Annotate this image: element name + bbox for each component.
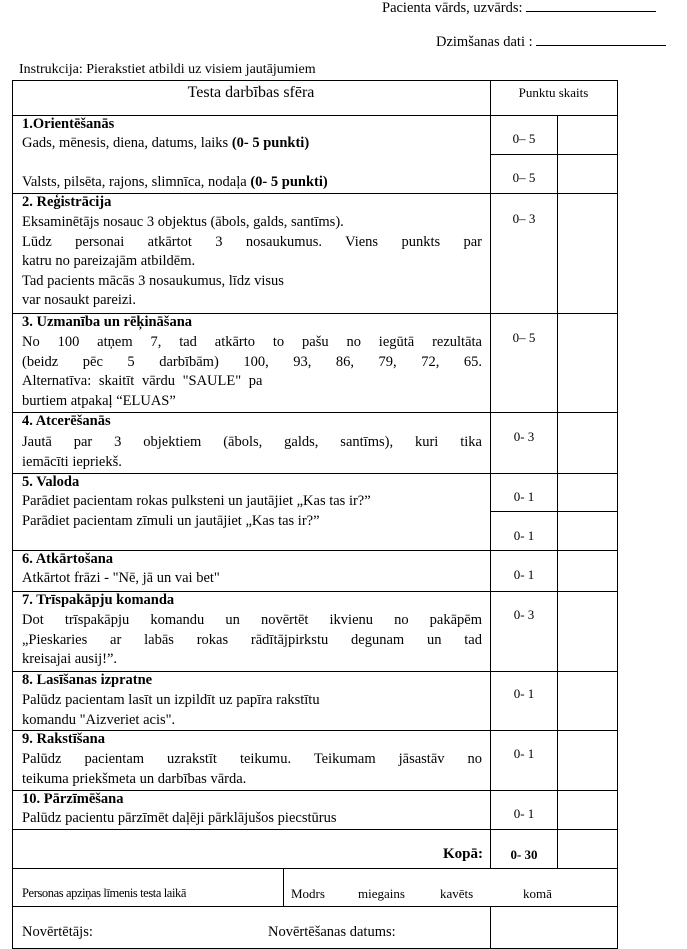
consciousness-option-coma[interactable]: komā — [523, 886, 552, 901]
section-5-title: 5. Valoda — [22, 474, 80, 490]
section-4-title: 4. Atcerēšanās — [22, 413, 111, 429]
section-8-text: Palūdz pacientam lasīt un izpildīt uz papīra rakstītu komandu "Aizveriet acis". — [22, 692, 320, 728]
section-1-line-2: Valsts, pilsēta, rajons, slimnīca, nodaļa (0- 5 punkti) — [22, 174, 328, 190]
section-9-points: 0- 1 — [513, 746, 535, 761]
consciousness-label: Personas apziņas līmenis testa laikā — [22, 886, 187, 900]
section-1-line-1: Gads, mēnesis, diena, datums, laiks (0- 5 punkti) — [22, 135, 310, 151]
birth-date-row — [436, 31, 666, 51]
section-7-title: 7. Trīspakāpju komanda — [22, 592, 175, 608]
total-label: Kopā: — [442, 846, 483, 862]
section-3-points: 0– 5 — [512, 330, 536, 345]
section-2-points: 0– 3 — [512, 211, 536, 226]
section-8-points: 0- 1 — [513, 686, 535, 701]
section-3-title: 3. Uzmanība un rēķināšana — [22, 314, 193, 330]
section-6-text: Atkārtot frāzi - "Nē, jā un vai bet" — [22, 570, 220, 586]
col-points-header: Punktu skaits — [518, 85, 589, 100]
section-1-points-1: 0– 5 — [512, 131, 536, 146]
section-1-title: 1.Orientēšanās — [22, 116, 115, 132]
birth-date-field[interactable] — [536, 31, 666, 46]
section-3-text: No 100 atņem 7, tad atkārto to pašu no iegūtā rezultāta (beidz pēc 5 darbībām) 100, 93, 86, 79, 72, 65. Alternatīva: skaitīt vārdu "SAULE" pa burtiem atpakaļ “ELUAS” — [22, 334, 482, 409]
section-5-points-2: 0- 1 — [513, 528, 535, 543]
section-10-text: Palūdz pacientu pārzīmēt daļēji pārklājušos piecstūrus — [22, 810, 337, 826]
section-2-title: 2. Reģistrācija — [22, 194, 112, 210]
section-9-title: 9. Rakstīšana — [22, 731, 105, 747]
section-7-text: Dot trīspakāpju komandu un novērtēt ikvienu no pakāpēm „Pieskaries ar labās rokas rādītājpirkstu degunam un tad kreisajai ausij!”. — [22, 612, 482, 667]
section-4-points: 0- 3 — [513, 429, 535, 444]
birth-date-label: Dzimšanas dati : — [436, 34, 533, 50]
section-8-title: 8. Lasīšanas izpratne — [22, 672, 153, 688]
total-value: 0- 30 — [510, 847, 538, 862]
section-6-points: 0- 1 — [513, 567, 535, 582]
evaluator-signature-field[interactable] — [491, 907, 617, 948]
section-10-points: 0- 1 — [513, 806, 535, 821]
section-2-text: Eksaminētājs nosauc 3 objektus (ābols, galds, santīms). Lūdz personai atkārtot 3 nosaukumus. Viens punkts par katru no pareizajām atbildēm. Tad pacients mācās 3 nosaukumus, līdz visus var nosaukt pareizi. — [22, 214, 482, 308]
section-4-text: Jautā par 3 objektiem (ābols, galds, santīms), kuri tika iemācīti iepriekš. — [22, 434, 482, 470]
col-area-header: Testa darbības sfēra — [187, 84, 315, 101]
section-10-title: 10. Pārzīmēšana — [22, 791, 124, 807]
patient-name-label: Pacienta vārds, uzvārds: — [382, 0, 523, 16]
consciousness-option-slowed[interactable]: kavēts — [440, 886, 474, 901]
evaluator-label: Novērtētājs: — [22, 924, 93, 940]
evaluation-date-label: Novērtēšanas datums: — [268, 924, 396, 940]
section-5-text: Parādiet pacientam rokas pulksteni un jautājiet „Kas tas ir?” Parādiet pacientam zīmuli un jautājiet „Kas tas ir?” — [22, 493, 371, 529]
section-7-points: 0- 3 — [513, 607, 535, 622]
consciousness-option-alert[interactable]: Modrs — [291, 886, 325, 901]
instruction-text: Instrukcija: Pierakstiet atbildi uz visiem jautājumiem — [19, 62, 316, 77]
section-5-points-1: 0- 1 — [513, 489, 535, 504]
section-1-points-2: 0– 5 — [512, 170, 536, 185]
section-9-text: Palūdz pacientam uzrakstīt teikumu. Teikumam jāsastāv no teikuma priekšmeta un darbības vārda. — [22, 751, 482, 787]
section-6-title: 6. Atkārtošana — [22, 551, 114, 567]
consciousness-option-drowsy[interactable]: miegains — [358, 886, 405, 901]
patient-name-field[interactable] — [526, 0, 656, 12]
patient-name-row — [382, 0, 656, 17]
